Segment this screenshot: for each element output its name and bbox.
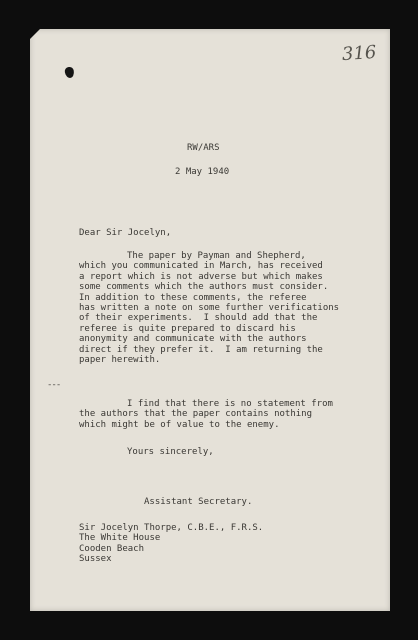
recipient-address xyxy=(79,523,263,565)
closing: Yours sincerely, xyxy=(127,447,214,457)
address-line: Sir Jocelyn Thorpe, C.B.E., F.R.S. xyxy=(79,523,264,533)
paragraph-line: which you communicated in March, has received xyxy=(79,261,323,272)
folded-corner xyxy=(30,29,40,39)
paragraph-line: anonymity and communicate with the authors xyxy=(79,334,307,345)
folio-number: 316 xyxy=(341,41,378,66)
paragraph-line: referee is quite prepared to discard his xyxy=(79,323,296,334)
address-line: Sussex xyxy=(79,554,112,565)
paragraph-line: of their experiments. I should add that the xyxy=(79,313,318,324)
paragraph-line: has written a note on some further verifications xyxy=(79,303,340,314)
letter-date: 2 May 1940 xyxy=(175,167,230,177)
signatory: Assistant Secretary. xyxy=(144,497,253,507)
reference-code: RW/ARS xyxy=(187,143,220,153)
letter-page xyxy=(30,29,390,611)
salutation: Dear Sir Jocelyn, xyxy=(79,228,172,238)
paragraph-line: paper herewith. xyxy=(79,355,161,366)
address-line: The White House xyxy=(79,533,161,544)
paragraph-line: direct if they prefer it. I am returning the xyxy=(79,344,323,355)
margin-mark: --- xyxy=(47,380,61,390)
address-line: Cooden Beach xyxy=(79,543,145,554)
paragraph-line: a report which is not adverse but which makes xyxy=(79,271,323,282)
paragraph-line: some comments which the authors must consider. xyxy=(79,282,329,293)
body-paragraph-1 xyxy=(79,251,339,365)
paragraph-line: which might be of value to the enemy. xyxy=(79,419,280,430)
body-paragraph-2 xyxy=(79,399,333,430)
paragraph-line: The paper by Payman and Shepherd, xyxy=(127,251,306,261)
paragraph-line: In addition to these comments, the referee xyxy=(79,292,307,303)
punch-hole-mark xyxy=(64,66,75,78)
paragraph-line: I find that there is no statement from xyxy=(127,399,333,409)
paragraph-line: the authors that the paper contains nothing xyxy=(79,409,312,420)
